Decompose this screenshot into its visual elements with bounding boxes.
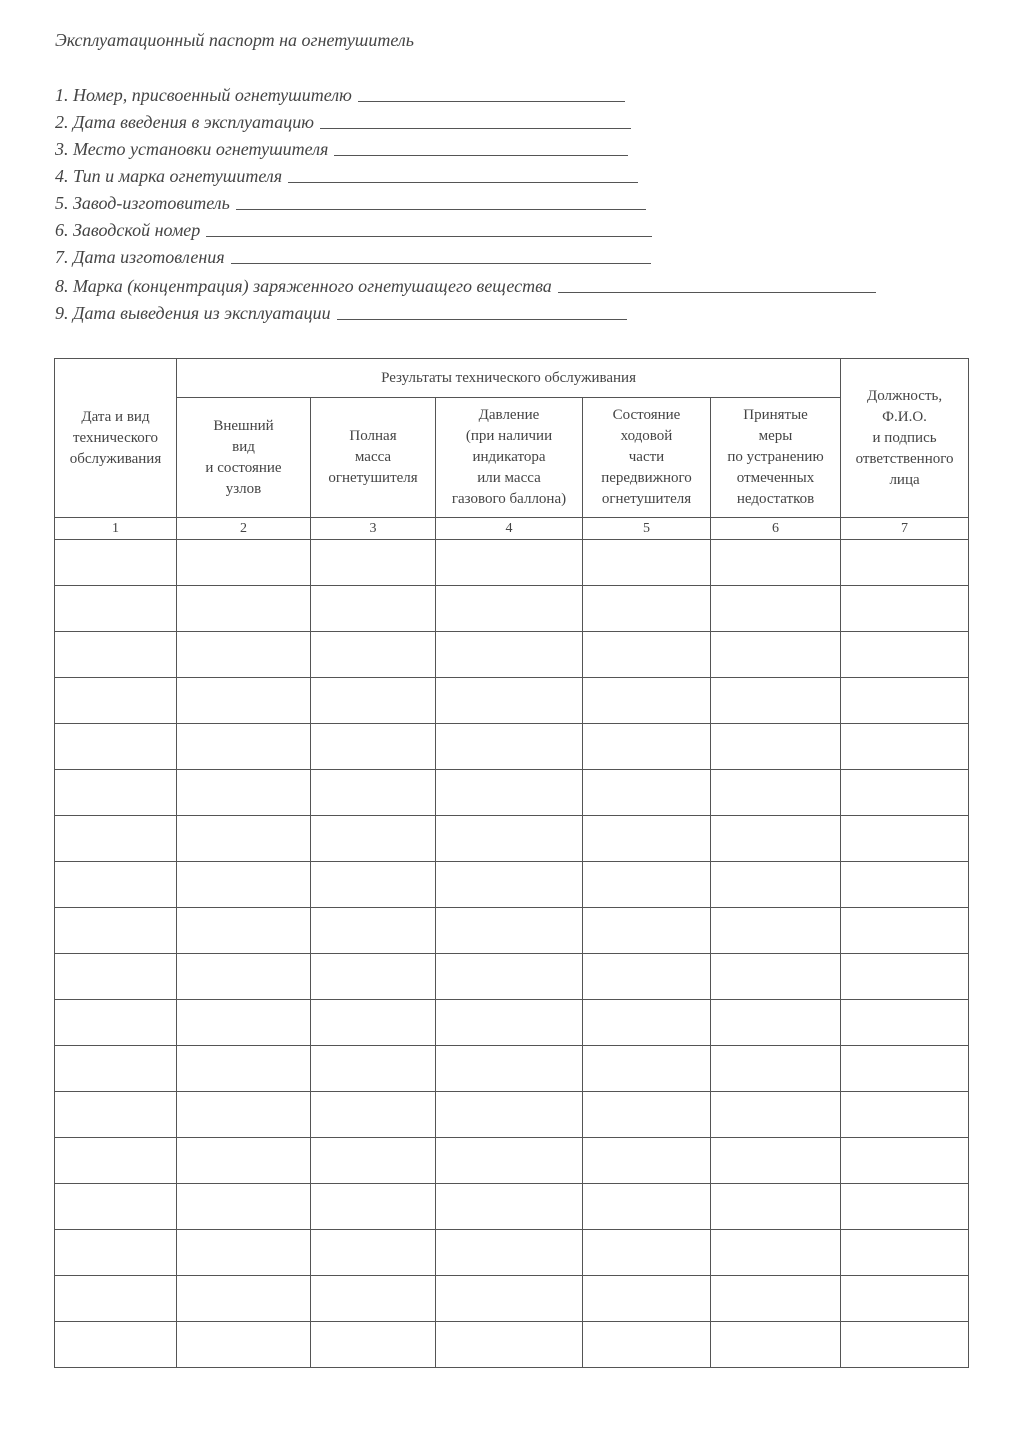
table-cell[interactable] [711, 816, 841, 862]
table-row [55, 1092, 969, 1138]
table-cell[interactable] [55, 1322, 177, 1368]
table-cell[interactable] [311, 1276, 436, 1322]
column-number: 1 [55, 518, 177, 540]
field-number [55, 82, 625, 106]
table-cell[interactable] [841, 816, 969, 862]
field-label: 7. Дата изготовления [55, 247, 225, 267]
table-cell[interactable] [311, 1138, 436, 1184]
table-cell[interactable] [583, 954, 711, 1000]
column-number: 3 [311, 518, 436, 540]
field-label: 5. Завод-изготовитель [55, 193, 230, 213]
table-cell[interactable] [311, 862, 436, 908]
table-cell[interactable] [436, 954, 583, 1000]
table-cell[interactable] [841, 1046, 969, 1092]
table-cell[interactable] [841, 678, 969, 724]
table-cell[interactable] [711, 954, 841, 1000]
table-cell[interactable] [177, 1322, 311, 1368]
table-cell[interactable] [55, 724, 177, 770]
table-cell[interactable] [55, 586, 177, 632]
table-cell[interactable] [436, 632, 583, 678]
table-cell[interactable] [311, 954, 436, 1000]
field-blank-line[interactable] [288, 182, 638, 183]
table-cell[interactable] [436, 816, 583, 862]
table-cell[interactable] [711, 1184, 841, 1230]
table-cell[interactable] [311, 1046, 436, 1092]
field-blank-line[interactable] [206, 236, 652, 237]
table-cell[interactable] [583, 1276, 711, 1322]
table-cell[interactable] [55, 770, 177, 816]
field-label: 6. Заводской номер [55, 220, 201, 240]
table-cell[interactable] [436, 862, 583, 908]
table-cell[interactable] [436, 724, 583, 770]
table-cell[interactable] [177, 1092, 311, 1138]
table-cell[interactable] [841, 1138, 969, 1184]
table-cell[interactable] [583, 816, 711, 862]
table-cell[interactable] [311, 1184, 436, 1230]
table-cell[interactable] [841, 1000, 969, 1046]
table-cell[interactable] [711, 1092, 841, 1138]
column-number: 6 [711, 518, 841, 540]
table-cell[interactable] [311, 632, 436, 678]
table-cell[interactable] [436, 908, 583, 954]
header-measures-taken: Принятые меры по устранению отмеченных недостатков [711, 398, 841, 518]
table-cell[interactable] [55, 678, 177, 724]
header-pressure: Давление (при наличии индикатора или масса газового баллона) [436, 398, 583, 518]
table-cell[interactable] [55, 908, 177, 954]
table-cell[interactable] [841, 770, 969, 816]
field-commission-date [55, 109, 631, 133]
field-blank-line[interactable] [231, 263, 651, 264]
table-cell[interactable] [55, 1230, 177, 1276]
table-cell[interactable] [177, 908, 311, 954]
header-maintenance-results: Результаты технического обслуживания [177, 359, 841, 398]
header-chassis-condition: Состояние ходовой части передвижного огнетушителя [583, 398, 711, 518]
table-cell[interactable] [177, 770, 311, 816]
field-blank-line[interactable] [337, 319, 627, 320]
table-cell[interactable] [583, 632, 711, 678]
table-cell[interactable] [841, 1230, 969, 1276]
table-cell[interactable] [436, 1138, 583, 1184]
table-cell[interactable] [311, 816, 436, 862]
table-row [55, 954, 969, 1000]
field-label: 8. Марка (концентрация) заряженного огнетушащего вещества [55, 276, 552, 296]
table-cell[interactable] [711, 1046, 841, 1092]
table-cell[interactable] [436, 540, 583, 586]
table-cell[interactable] [55, 1138, 177, 1184]
empty-rows [55, 540, 969, 1368]
table-cell[interactable] [436, 678, 583, 724]
field-blank-line[interactable] [558, 292, 876, 293]
header-total-mass: Полная масса огнетушителя [311, 398, 436, 518]
table-row [55, 1046, 969, 1092]
field-type-brand [55, 163, 638, 187]
table-cell[interactable] [583, 724, 711, 770]
table-cell[interactable] [436, 1276, 583, 1322]
table-cell[interactable] [711, 540, 841, 586]
table-cell[interactable] [177, 586, 311, 632]
table-cell[interactable] [311, 908, 436, 954]
table-cell[interactable] [55, 1276, 177, 1322]
table-row [55, 908, 969, 954]
table-cell[interactable] [841, 908, 969, 954]
table-cell[interactable] [311, 1092, 436, 1138]
table-cell[interactable] [711, 724, 841, 770]
table-cell[interactable] [177, 1138, 311, 1184]
table-cell[interactable] [436, 1092, 583, 1138]
header-date-type: Дата и вид технического обслуживания [55, 359, 177, 518]
table-cell[interactable] [311, 724, 436, 770]
table-cell[interactable] [583, 586, 711, 632]
table-cell[interactable] [177, 862, 311, 908]
field-blank-line[interactable] [334, 155, 628, 156]
table-cell[interactable] [583, 770, 711, 816]
table-cell[interactable] [177, 1000, 311, 1046]
table-cell[interactable] [711, 908, 841, 954]
table-cell[interactable] [583, 862, 711, 908]
table-cell[interactable] [177, 724, 311, 770]
table-cell[interactable] [841, 1184, 969, 1230]
table-row [55, 724, 969, 770]
field-decommission-date [55, 300, 627, 324]
table-cell[interactable] [55, 1000, 177, 1046]
column-number: 4 [436, 518, 583, 540]
field-manufacturer [55, 190, 646, 214]
column-number-row [55, 518, 969, 540]
table-cell[interactable] [311, 1230, 436, 1276]
table-cell[interactable] [711, 678, 841, 724]
field-label: 4. Тип и марка огнетушителя [55, 166, 283, 186]
table-cell[interactable] [55, 862, 177, 908]
table-cell[interactable] [311, 1000, 436, 1046]
field-location [55, 136, 628, 160]
column-number: 7 [841, 518, 969, 540]
field-serial-number [55, 217, 652, 241]
table-cell[interactable] [583, 678, 711, 724]
table-cell[interactable] [177, 540, 311, 586]
table-cell[interactable] [55, 1092, 177, 1138]
table-cell[interactable] [55, 1046, 177, 1092]
table-cell[interactable] [55, 632, 177, 678]
table-row [55, 632, 969, 678]
table-cell[interactable] [711, 862, 841, 908]
table-cell[interactable] [583, 908, 711, 954]
table-cell[interactable] [177, 1046, 311, 1092]
field-blank-line[interactable] [358, 101, 625, 102]
table-cell[interactable] [311, 1322, 436, 1368]
table-cell[interactable] [177, 1276, 311, 1322]
table-row [55, 1230, 969, 1276]
table-cell[interactable] [583, 1184, 711, 1230]
table-cell[interactable] [55, 1184, 177, 1230]
table-cell[interactable] [177, 954, 311, 1000]
table-cell[interactable] [55, 954, 177, 1000]
table-row [55, 770, 969, 816]
table-cell[interactable] [177, 678, 311, 724]
field-blank-line[interactable] [236, 209, 646, 210]
table-cell[interactable] [436, 1000, 583, 1046]
table-row [55, 540, 969, 586]
table-cell[interactable] [583, 1322, 711, 1368]
column-number: 2 [177, 518, 311, 540]
table-cell[interactable] [583, 1092, 711, 1138]
table-row [55, 1276, 969, 1322]
table-cell[interactable] [711, 1230, 841, 1276]
table-cell[interactable] [177, 1184, 311, 1230]
table-cell[interactable] [841, 1092, 969, 1138]
table-row [55, 678, 969, 724]
table-cell[interactable] [583, 1138, 711, 1184]
table-cell[interactable] [583, 1000, 711, 1046]
table-cell[interactable] [311, 540, 436, 586]
table-cell[interactable] [711, 1322, 841, 1368]
table-row [55, 1138, 969, 1184]
table-cell[interactable] [311, 586, 436, 632]
table-cell[interactable] [436, 770, 583, 816]
table-row [55, 1000, 969, 1046]
field-label: 9. Дата выведения из эксплуатации [55, 303, 331, 323]
column-number: 5 [583, 518, 711, 540]
table-row [55, 862, 969, 908]
maintenance-table [54, 358, 969, 1368]
table-cell[interactable] [436, 1322, 583, 1368]
table-cell[interactable] [177, 1230, 311, 1276]
table-cell[interactable] [711, 632, 841, 678]
field-label: 1. Номер, присвоенный огнетушителю [55, 85, 352, 105]
table-cell[interactable] [583, 1046, 711, 1092]
table-cell[interactable] [711, 1000, 841, 1046]
field-agent-brand [55, 273, 876, 297]
table-cell[interactable] [55, 816, 177, 862]
table-cell[interactable] [311, 770, 436, 816]
table-cell[interactable] [177, 816, 311, 862]
table-row [55, 816, 969, 862]
table-cell[interactable] [841, 586, 969, 632]
table-cell[interactable] [841, 540, 969, 586]
table-cell[interactable] [55, 540, 177, 586]
field-blank-line[interactable] [320, 128, 631, 129]
table-cell[interactable] [841, 1276, 969, 1322]
header-responsible-person: Должность, Ф.И.О. и подпись ответственного лица [841, 359, 969, 518]
table-cell[interactable] [436, 586, 583, 632]
table-cell[interactable] [841, 724, 969, 770]
table-cell[interactable] [711, 1276, 841, 1322]
table-cell[interactable] [841, 632, 969, 678]
table-cell[interactable] [711, 770, 841, 816]
field-label: 3. Место установки огнетушителя [55, 139, 329, 159]
table-cell[interactable] [436, 1046, 583, 1092]
table-cell[interactable] [711, 1138, 841, 1184]
table-cell[interactable] [841, 862, 969, 908]
table-cell[interactable] [583, 540, 711, 586]
table-cell[interactable] [436, 1230, 583, 1276]
table-cell[interactable] [841, 954, 969, 1000]
table-cell[interactable] [311, 678, 436, 724]
table-cell[interactable] [711, 586, 841, 632]
table-row [55, 586, 969, 632]
field-label: 2. Дата введения в эксплуатацию [55, 112, 314, 132]
table-cell[interactable] [177, 632, 311, 678]
header-appearance: Внешний вид и состояние узлов [177, 398, 311, 518]
table-cell[interactable] [436, 1184, 583, 1230]
field-manufacture-date [55, 244, 651, 268]
table-cell[interactable] [841, 1322, 969, 1368]
table-cell[interactable] [583, 1230, 711, 1276]
document-title: Эксплуатационный паспорт на огнетушитель [55, 30, 414, 50]
table-row [55, 1184, 969, 1230]
table-row [55, 1322, 969, 1368]
